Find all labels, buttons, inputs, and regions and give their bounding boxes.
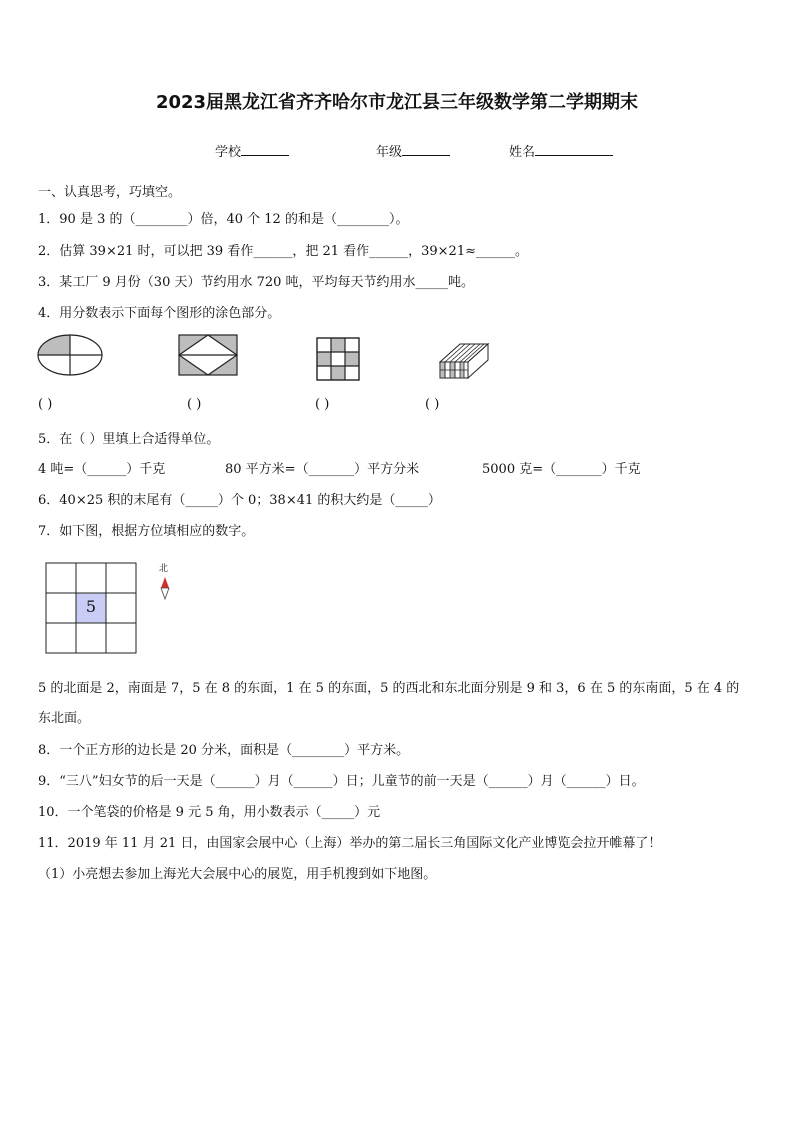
school-label: 学校 [215,145,242,160]
question-5a: 4 吨=（______）千克 [38,462,166,477]
question-1: 1．90 是 3 的（________）倍，40 个 12 的和是（________）。 [38,212,409,227]
north-label: 北 [159,564,169,574]
question-4: 4．用分数表示下面每个图形的涂色部分。 [38,306,281,321]
question-11: 11．2019 年 11 月 21 日，由国家会展中心（上海）举办的第二届长三角国际文化产业博览会拉开帷幕了！ [38,836,662,851]
question-7: 7．如下图，根据方位填相应的数字。 [38,524,255,539]
answer-blank-2[interactable]: ( ) [187,397,202,412]
question-11-1: （1）小亮想去参加上海光大会展中心的展览，用手机搜到如下地图。 [38,867,437,882]
question-10: 10．一个笔袋的价格是 9 元 5 角，用小数表示（_____）元 [38,805,381,820]
answer-blank-3[interactable]: ( ) [315,397,330,412]
question-7-text-cont: 东北面。 [38,711,91,726]
name-label: 姓名 [509,145,536,160]
question-3: 3．某工厂 9 月份（30 天）节约用水 720 吨，平均每天节约用水_____吨。 [38,275,475,290]
section-heading: 一、认真思考，巧填空。 [38,185,182,200]
answer-blank-1[interactable]: ( ) [38,397,53,412]
figure-grid-squares [316,337,360,381]
grid-center-number: 5 [85,597,97,616]
question-6: 6．40×25 积的末尾有（_____）个 0；38×41 的积大约是（_____） [38,493,441,508]
name-field[interactable] [509,141,613,160]
figure-rectangle-diamond [178,334,238,376]
question-2: 2．估算 39×21 时，可以把 39 看作______，把 21 看作______，39×21≈______。 [38,244,528,259]
grade-label: 年级 [376,145,403,160]
page-title: 2023届黑龙江省齐齐哈尔市龙江县三年级数学第二学期期末 [155,92,639,113]
question-5c: 5000 克=（_______）千克 [482,462,641,477]
grade-field[interactable] [376,141,450,160]
question-7-text: 5 的北面是 2，南面是 7，5 在 8 的东面，1 在 5 的东面，5 的西北和东北面分别是 9 和 3，6 在 5 的东南面，5 在 4 的 [38,681,740,696]
question-5: 5．在（ ）里填上合适得单位。 [38,432,220,447]
question-5b: 80 平方米=（_______）平方分米 [225,462,420,477]
north-arrow-icon [160,576,170,604]
question-8: 8．一个正方形的边长是 20 分米，面积是（________）平方米。 [38,743,410,758]
school-field[interactable] [215,141,289,160]
question-9: 9．“三八”妇女节的后一天是（______）月（______）日；儿童节的前一天是（______）月（______）日。 [38,774,645,789]
figure-ellipse [37,334,103,376]
figure-block-bars [438,340,490,382]
answer-blank-4[interactable]: ( ) [425,397,440,412]
